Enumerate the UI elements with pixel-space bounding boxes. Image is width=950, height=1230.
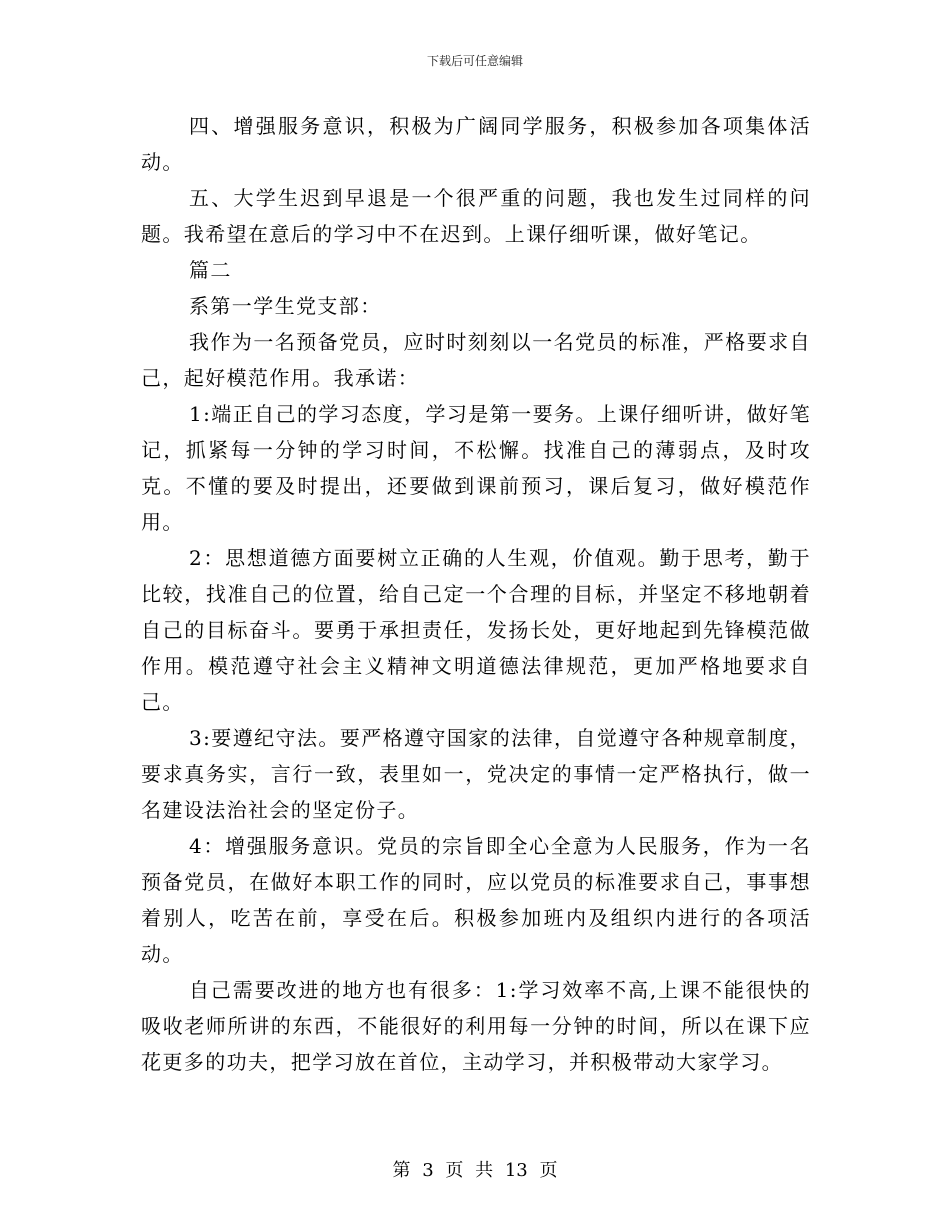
page-number-footer: 第 3 页 共 13 页 xyxy=(392,1160,558,1181)
page-header: 下载后可任意编辑 xyxy=(426,54,523,68)
salutation: 系第一学生党支部： xyxy=(189,294,382,318)
paragraph: 3:要遵纪守法。要严格遵守国家的法律，自觉遵守各种规章制度，要求真务实，言行一致，表里如一，党决定的事情一定严格执行，做一名建设法治社会的坚定份子。 xyxy=(141,726,811,822)
paragraph: 五、大学生迟到早退是一个很严重的问题，我也发生过同样的问题。我希望在意后的学习中不在迟到。上课仔细听课，做好笔记。 xyxy=(141,186,811,246)
section-heading: 篇二 xyxy=(189,258,232,282)
paragraph: 我作为一名预备党员，应时时刻刻以一名党员的标准，严格要求自己，起好模范作用。我承诺： xyxy=(141,330,811,390)
paragraph: 四、增强服务意识，积极为广阔同学服务，积极参加各项集体活动。 xyxy=(141,114,811,174)
paragraph: 1:端正自己的学习态度，学习是第一要务。上课仔细听讲，做好笔记，抓紧每一分钟的学习时间，不松懈。找准自己的薄弱点，及时攻克。不懂的要及时提出，还要做到课前预习，课后复习，做好模范作用。 xyxy=(141,402,811,534)
paragraph: 自己需要改进的地方也有很多：1:学习效率不高,上课不能很快的吸收老师所讲的东西，不能很好的利用每一分钟的时间，所以在课下应花更多的功夫，把学习放在首位，主动学习，并积极带动大家学习。 xyxy=(141,978,811,1074)
document-body xyxy=(141,108,811,1080)
paragraph: 4：增强服务意识。党员的宗旨即全心全意为人民服务，作为一名预备党员，在做好本职工作的同时，应以党员的标准要求自己，事事想着别人，吃苦在前，享受在后。积极参加班内及组织内进行的各项活动。 xyxy=(141,834,811,966)
paragraph: 2：思想道德方面要树立正确的人生观，价值观。勤于思考，勤于比较，找准自己的位置，给自己定一个合理的目标，并坚定不移地朝着自己的目标奋斗。要勇于承担责任，发扬长处，更好地起到先锋模范做作用。模范遵守社会主义精神文明道德法律规范，更加严格地要求自己。 xyxy=(141,546,811,714)
